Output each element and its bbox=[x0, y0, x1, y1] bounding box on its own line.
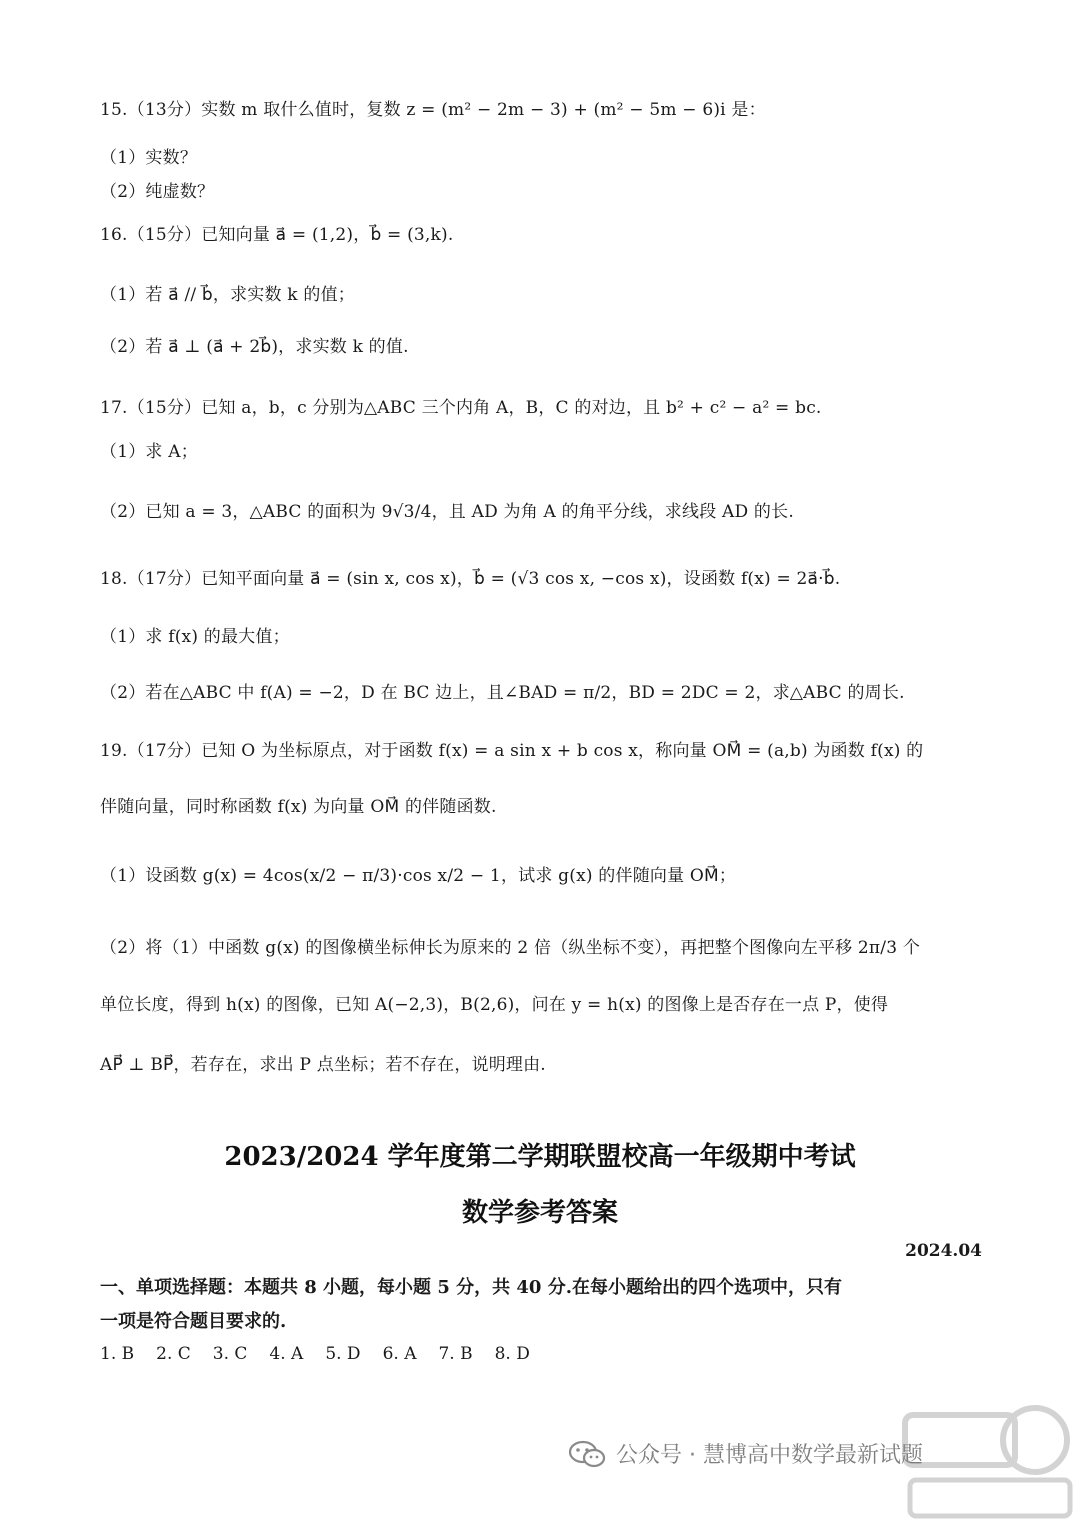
question-18: 18.（17分）已知平面向量 a⃗ = (sin x, cos x)，b⃗ = (√3 cos x, −cos x)，设函数 f(x) = 2a⃗·b⃗. bbox=[100, 569, 841, 589]
question-17-part-1: （1）求 A； bbox=[100, 442, 198, 462]
question-19-part-2-line-2: 单位长度，得到 h(x) 的图像，已知 A(−2,3)，B(2,6)，问在 y = h(x) 的图像上是否存在一点 P，使得 bbox=[100, 995, 889, 1015]
question-16-part-1: （1）若 a⃗ // b⃗，求实数 k 的值； bbox=[100, 285, 355, 305]
answer-key-title: 2023/2024 学年度第二学期联盟校高一年级期中考试 bbox=[224, 1142, 856, 1172]
question-17-part-2: （2）已知 a = 3，△ABC 的面积为 9√3/4，且 AD 为角 A 的角平分线，求线段 AD 的长. bbox=[100, 502, 794, 522]
question-19-part-1: （1）设函数 g(x) = 4cos(x/2 − π/3)·cos x/2 − 1，试求 g(x) 的伴随向量 OM⃗； bbox=[100, 866, 737, 886]
section-1-heading-line-2: 一项是符合题目要求的. bbox=[100, 1311, 287, 1332]
question-16-part-2: （2）若 a⃗ ⊥ (a⃗ + 2b⃗)，求实数 k 的值. bbox=[100, 337, 409, 357]
question-15-part-1: （1）实数？ bbox=[100, 148, 198, 168]
answer-item: 6. A bbox=[382, 1344, 417, 1364]
answer-key-date: 2024.04 bbox=[905, 1241, 982, 1261]
question-19-continued: 伴随向量，同时称函数 f(x) 为向量 OM⃗ 的伴随函数. bbox=[100, 797, 497, 817]
answer-item: 4. A bbox=[269, 1344, 304, 1364]
question-17: 17.（15分）已知 a，b，c 分别为△ABC 三个内角 A，B，C 的对边，且 b² + c² − a² = bc. bbox=[100, 398, 822, 418]
answer-item: 3. C bbox=[212, 1344, 248, 1364]
answer-item: 5. D bbox=[325, 1344, 361, 1364]
answer-item: 8. D bbox=[494, 1344, 530, 1364]
footer-credit bbox=[568, 1438, 923, 1469]
question-19: 19.（17分）已知 O 为坐标原点，对于函数 f(x) = a sin x + b cos x，称向量 OM⃗ = (a,b) 为函数 f(x) 的 bbox=[100, 741, 924, 761]
answer-item: 2. C bbox=[156, 1344, 191, 1364]
answer-list bbox=[100, 1344, 530, 1364]
wechat-icon bbox=[568, 1439, 606, 1469]
question-19-part-2: （2）将（1）中函数 g(x) 的图像横坐标伸长为原来的 2 倍（纵坐标不变），再把整个图像向左平移 2π/3 个 bbox=[100, 938, 921, 958]
question-15-part-2: （2）纯虚数？ bbox=[100, 182, 215, 202]
question-18-part-1: （1）求 f(x) 的最大值； bbox=[100, 627, 290, 647]
footer-text: 公众号 · 慧博高中数学最新试题 bbox=[616, 1443, 923, 1468]
section-1-heading: 一、单项选择题：本题共 8 小题，每小题 5 分，共 40 分.在每小题给出的四个选项中，只有 bbox=[100, 1277, 842, 1298]
answer-key-subtitle: 数学参考答案 bbox=[461, 1198, 618, 1228]
answer-item: 1. B bbox=[100, 1344, 135, 1364]
answer-item: 7. B bbox=[438, 1344, 473, 1364]
question-15: 15.（13分）实数 m 取什么值时，复数 z = (m² − 2m − 3) + (m² − 5m − 6)i 是： bbox=[100, 100, 766, 120]
question-19-part-2-line-3: AP⃗ ⊥ BP⃗，若存在，求出 P 点坐标；若不存在，说明理由. bbox=[100, 1055, 546, 1075]
question-16: 16.（15分）已知向量 a⃗ = (1,2)，b⃗ = (3,k). bbox=[100, 225, 454, 245]
question-18-part-2: （2）若在△ABC 中 f(A) = −2，D 在 BC 边上，且∠BAD = π/2，BD = 2DC = 2，求△ABC 的周长. bbox=[100, 683, 905, 703]
